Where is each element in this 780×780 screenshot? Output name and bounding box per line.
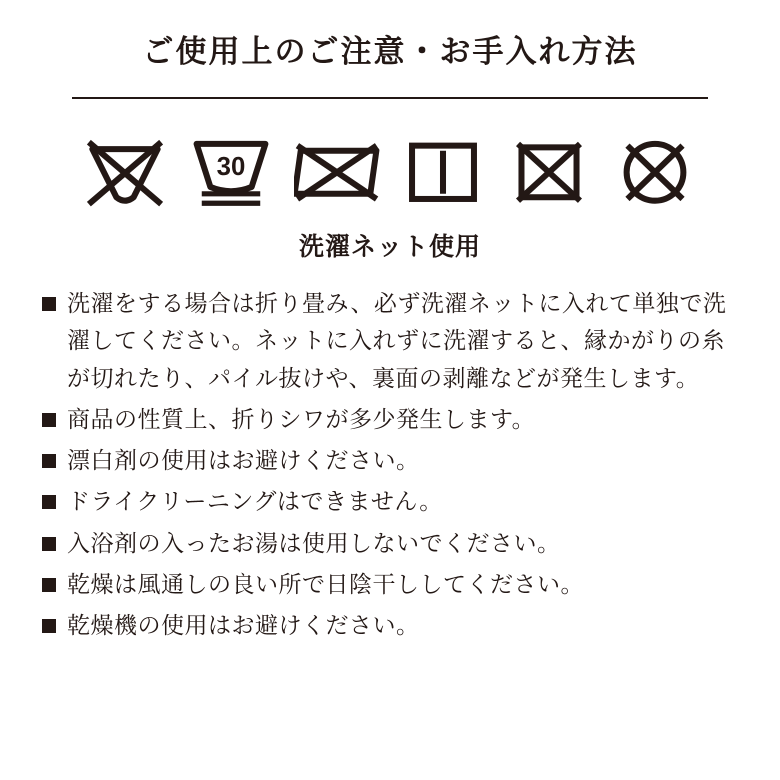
dry-clean-prohibited-icon bbox=[612, 125, 698, 211]
page-title: ご使用上のご注意・お手入れ方法 bbox=[142, 34, 638, 69]
note-text: 漂白剤の使用はお避けください。 bbox=[67, 447, 420, 474]
list-item bbox=[42, 525, 744, 562]
care-symbol-6 bbox=[612, 125, 698, 211]
care-symbol-3 bbox=[294, 125, 380, 211]
care-symbol-1 bbox=[82, 125, 168, 211]
care-symbol-2 bbox=[188, 125, 274, 211]
title-divider bbox=[72, 97, 708, 99]
list-item bbox=[42, 483, 744, 520]
bullet-icon bbox=[42, 619, 56, 633]
note-text: ドライクリーニングはできません。 bbox=[67, 488, 443, 515]
note-text: 乾燥機の使用はお避けください。 bbox=[67, 612, 420, 639]
bullet-icon bbox=[42, 537, 56, 551]
care-symbol-5 bbox=[506, 125, 592, 211]
machine-wash-30-icon bbox=[188, 125, 274, 211]
wring-prohibited-icon bbox=[294, 125, 380, 211]
list-item bbox=[42, 566, 744, 603]
tumble-dry-prohibited-icon bbox=[506, 125, 592, 211]
list-item bbox=[42, 401, 744, 438]
bullet-icon bbox=[42, 578, 56, 592]
svg-text:30: 30 bbox=[216, 153, 246, 182]
wash-net-label: 洗濯ネット使用 bbox=[298, 233, 481, 262]
note-text: 乾燥は風通しの良い所で日陰干ししてください。 bbox=[67, 570, 584, 597]
care-symbol-row bbox=[0, 125, 780, 211]
bullet-icon bbox=[42, 454, 56, 468]
list-item bbox=[42, 607, 744, 644]
hand-wash-prohibited-icon bbox=[82, 125, 168, 211]
drip-dry-in-shade-icon bbox=[400, 125, 486, 211]
bullet-icon bbox=[42, 297, 56, 311]
bullet-icon bbox=[42, 495, 56, 509]
note-text: 商品の性質上、折りシワが多少発生します。 bbox=[67, 405, 536, 432]
note-text: 洗濯をする場合は折り畳み、必ず洗濯ネットに入れて単独で洗濯してください。ネットに入れずに洗濯すると、縁かがりの糸が切れたり、パイル抜けや、裏面の剥離などが発生します。 bbox=[67, 290, 727, 391]
bullet-icon bbox=[42, 413, 56, 427]
list-item bbox=[42, 285, 744, 397]
notes-list bbox=[0, 285, 780, 644]
note-text: 入浴剤の入ったお湯は使用しないでください。 bbox=[67, 529, 561, 556]
care-symbol-4 bbox=[400, 125, 486, 211]
list-item bbox=[42, 442, 744, 479]
